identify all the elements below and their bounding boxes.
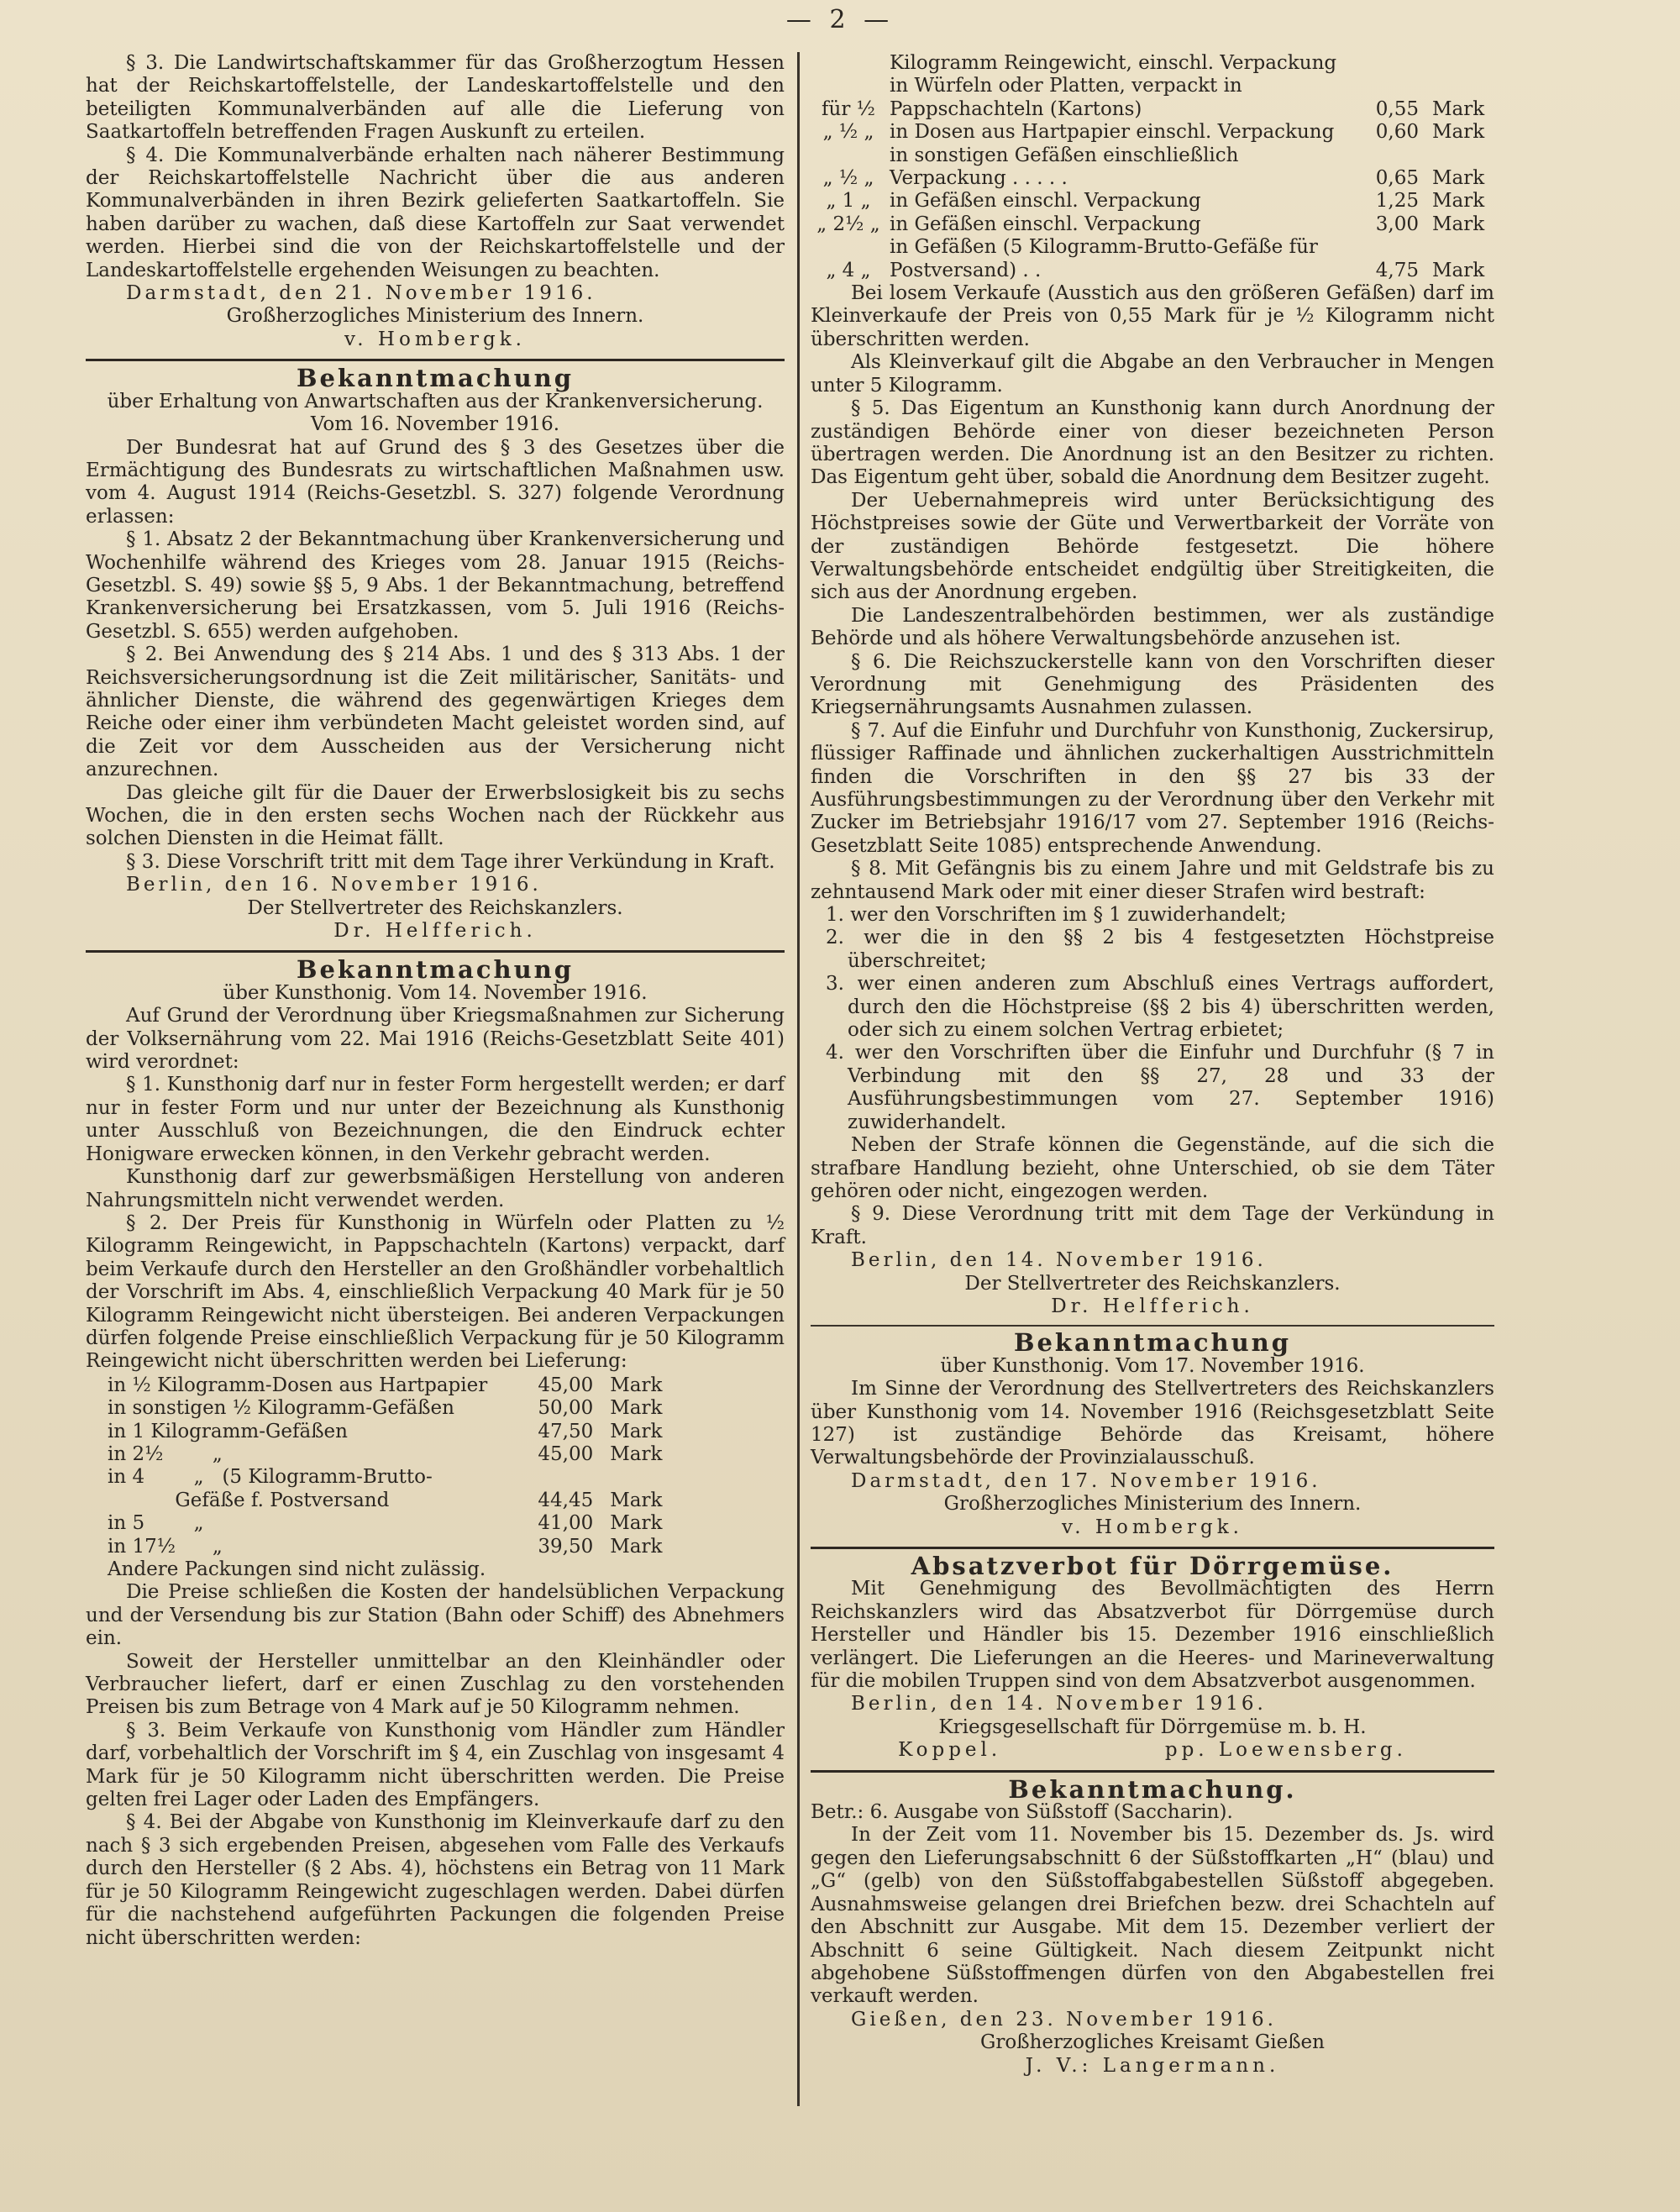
table-row [108,1512,707,1535]
price-value: 45,00 [538,1442,594,1465]
place-date: Berlin, den 14. November 1916. [851,1693,1267,1715]
office: Großherzogliches Kreisamt Gießen [980,2031,1325,2054]
signature-right: pp. Loewensberg. [1164,1739,1407,1762]
signature-left: Koppel. [898,1739,1002,1762]
price-unit: Mark [610,1420,663,1442]
row-unit: Mark [1432,121,1485,144]
price-unit: Mark [610,1535,663,1558]
row-desc: Kilogramm Reingewicht, einschl. Verpackung in Würfeln oder Platten, verpackt in Pappschachteln (Kartons) [890,52,1337,120]
place-date: Darmstadt, den 17. November 1916. [851,1469,1321,1492]
price-value [492,1466,598,1489]
price-unit: Mark [610,1397,663,1420]
price-label: Gefäße f. Postversand [108,1489,390,1511]
price-label: in sonstigen ½ Kilogramm-Gefäßen [108,1397,454,1420]
notice-title: Bekanntmachung. [1008,1774,1297,1804]
price-value: 45,00 [538,1374,594,1396]
row-qty: für ½ [822,97,875,120]
price-unit: Mark [610,1489,663,1511]
page-number: — 2 — [785,5,895,34]
retail-price-table [811,52,1494,282]
price-label: in 2½ „ [108,1442,223,1465]
row-desc: in Gefäßen einschl. Verpackung [890,213,1201,235]
row-desc: in Gefäßen (5 Kilogramm-Brutto-Gefäße für Postversand) . . [890,236,1318,281]
signature: Dr. Helfferich. [333,920,537,943]
notice-subtitle: über Kunsthonig. Vom 14. November 1916. [223,981,648,1004]
notice-subtitle: über Erhaltung von Anwartschaften aus der Krankenversicherung. [107,390,764,412]
paragraph-s6: § 6. Die Reichszuckerstelle kann von den Vorschriften dieser Verordnung mit Genehmigung des Präsidenten des Kriegsernährungsamts Ausnahmen zulassen. [811,650,1494,719]
column-divider [797,52,800,2106]
paragraph-direct: Soweit der Hersteller unmittelbar an den Kleinhändler oder Verbraucher liefert, darf er einen Zuschlag zu den vorstehenden Preisen bis zum Betrage von 4 Mark auf je 50 Kilogramm nehmen. [86,1650,785,1719]
place-date: Gießen, den 23. November 1916. [851,2008,1277,2031]
price-unit: Mark [610,1374,663,1396]
place-date: Berlin, den 16. November 1916. [126,874,542,896]
paragraph-s2: § 2. Der Preis für Kunsthonig in Würfeln oder Platten zu ½ Kilogramm Reingewicht, in Pappschachteln (Kartons) verpackt, darf beim Verkaufe durch den Hersteller an den Großhändler vorbehaltlich der Vorschrift im Abs. 4, einschließlich Verpackung 40 Mark für je 50 Kilogramm Reingewicht nicht übersteigen. Bei anderen Verpackungen dürfen folgende Preise einschließlich Verpackung für je 50 Kilogramm Reingewicht nicht überschritten werden bei Lieferung: [86,1211,785,1373]
table-row [811,144,1494,191]
notice-text: Im Sinne der Verordnung des Stellvertreters des Reichskanzlers über Kunsthonig vom 14. November 1916 (Reichsgesetzblatt Seite 127) ist zuständige Behörde das Kreisamt, höhere Verwaltungsbehörde der Provinzialausschuß. [811,1378,1494,1469]
section-divider [811,1325,1494,1327]
price-label: in ½ Kilogramm-Dosen aus Hartpapier [108,1374,488,1396]
paragraph-s3: § 3. Die Landwirtschaftskammer für das Großherzogtum Hessen hat der Reichskartoffelstelle, der Landeskartoffelstelle und den beteiligten Kommunalverbänden auf alle die Lieferung von Saatkartoffeln betreffenden Fragen Auskunft zu erteilen. [86,52,785,144]
table-row [811,236,1494,282]
place-date: Berlin, den 14. November 1916. [851,1249,1267,1272]
organization: Kriegsgesellschaft für Dörrgemüse m. b. H. [938,1715,1367,1738]
left-column [86,52,785,1950]
notice-subject: Betr.: 6. Ausgabe von Süßstoff (Saccharin). [811,1801,1233,1824]
notice-title: Bekanntmachung [296,364,575,393]
row-value: 4,75 [1375,259,1419,281]
table-row [108,1490,707,1512]
row-value: 0,55 [1375,97,1419,120]
list-item: 2. wer die in den §§ 2 bis 4 festgesetzten Höchstpreise überschreitet; [826,927,1494,972]
row-value: 0,60 [1375,121,1419,144]
paragraph-s8: § 8. Mit Gefängnis bis zu einem Jahre und mit Geldstrafe bis zu zehntausend Mark oder mit einer dieser Strafen wird bestraft: [811,858,1494,903]
table-row [811,213,1494,236]
price-table [108,1374,707,1558]
paragraph-costs: Die Preise schließen die Kosten der handelsüblichen Verpackung und der Versendung bis zur Station (Bahn oder Schiff) des Abnehmers ein. [86,1581,785,1650]
table-row [811,121,1494,144]
notice-intro: Auf Grund der Verordnung über Kriegsmaßnahmen zur Sicherung der Volksernährung vom 22. Mai 1916 (Reichs-Gesetzblatt Seite 401) wird verordnet: [86,1005,785,1074]
price-value: 50,00 [538,1397,594,1420]
notice-text: Mit Genehmigung des Bevollmächtigten des Herrn Reichskanzlers wird das Absatzverbot für Dörrgemüse durch Hersteller und Händler bis 15. Dezember 1916 einschließlich verlängert. Die Lieferungen an die Heeres- und Marineverwaltung für die mobilen Truppen sind von dem Absatzverbot ausgenommen. [811,1578,1494,1693]
ministry: Großherzogliches Ministerium des Innern. [226,305,644,328]
table-row [811,190,1494,213]
row-unit: Mark [1432,167,1485,190]
paragraph-s3: § 3. Beim Verkaufe von Kunsthonig vom Händler zum Händler darf, vorbehaltlich der Vorschrift im § 4, ein Zuschlag von insgesamt 4 Mark für je 50 Kilogramm nicht überschritten werden. Die Preise gelten frei Lager oder Laden des Empfängers. [86,1719,785,1811]
table-row [811,52,1494,121]
paragraph-s9: § 9. Diese Verordnung tritt mit dem Tage der Verkündung in Kraft. [811,1203,1494,1248]
signatures [811,1739,1494,1762]
price-unit: Mark [610,1512,663,1535]
row-qty: „ ½ „ [822,121,874,144]
list-item: 4. wer den Vorschriften über die Einfuhr und Durchfuhr (§ 7 in Verbindung mit den §§ 27, 28 und 33 der Ausführungsbestimmungen vom 27. September 1916) zuwiderhandelt. [826,1042,1494,1133]
paragraph-s1b: Kunsthonig darf zur gewerbsmäßigen Herstellung von anderen Nahrungsmitteln nicht verwendet werden. [86,1166,785,1211]
row-qty: „ 2½ „ [816,213,880,235]
section-divider [811,1770,1494,1773]
paragraph-lose: Bei losem Verkaufe (Ausstich aus den größeren Gefäßen) darf im Kleinverkaufe der Preis von 0,55 Mark für je ½ Kilogramm nicht überschritten werden. [811,282,1494,350]
right-column [811,52,1494,2078]
table-row [108,1536,707,1558]
price-value: 39,50 [538,1535,594,1558]
paragraph-s2: § 2. Bei Anwendung des § 214 Abs. 1 und des § 313 Abs. 1 der Reichsversicherungsordnung ist die Zeit militärischer, Sanitäts- und ähnlicher Dienste, die während des gegenwärtigen Krieges dem Reiche oder einer ihm verbündeten Macht geleistet worden sind, auf die Zeit vor dem Ausscheiden aus der Versicherung nicht anzurechnen. [86,644,785,781]
paragraph-klein: Als Kleinverkauf gilt die Abgabe an den Verbraucher in Mengen unter 5 Kilogramm. [811,351,1494,397]
row-desc: in sonstigen Gefäßen einschließlich Verpackung . . . . . [890,144,1239,190]
paragraph-s4: § 4. Bei der Abgabe von Kunsthonig im Kleinverkaufe darf zu den nach § 3 sich ergebenden Preisen, abgesehen vom Falle des Verkaufs durch den Hersteller (§ 2 Abs. 4), höchstens ein Betrag von 11 Mark für je 50 Kilogramm Reingewicht zugeschlagen werden. Dabei dürfen für die nachstehend aufgeführten Packungen die folgenden Preise nicht überschritten werden: [86,1811,785,1949]
section-divider [811,1547,1494,1549]
paragraph-s1: § 1. Absatz 2 der Bekanntmachung über Krankenversicherung und Wochenhilfe während des Krieges vom 28. Januar 1915 (Reichs-Gesetzbl. S. 49) sowie §§ 5, 9 Abs. 1 der Bekanntmachung, betreffend Krankenversicherung bei Ersatzkassen, vom 5. Juli 1916 (Reichs-Gesetzbl. S. 655) werden aufgehoben. [86,528,785,643]
section-divider [86,359,785,361]
list-item: 3. wer einen anderen zum Abschluß eines Vertrags auffordert, durch den die Höchstpreise (§§ 2 bis 4) überschritten werden, oder sich zu einem solchen Vertrag erbietet; [826,973,1494,1042]
row-unit: Mark [1432,190,1485,213]
paragraph-s8b: Neben der Strafe können die Gegenstände, auf die sich die strafbare Handlung bezieht, ohne Unterschied, ob sie dem Täter gehören oder nicht, eingezogen werden. [811,1134,1494,1202]
row-qty: „ 4 „ [826,259,871,281]
place-date: Darmstadt, den 21. November 1916. [126,282,596,305]
paragraph-s5b: Der Uebernahmepreis wird unter Berücksichtigung des Höchstpreises sowie der Güte und Verwertbarkeit der Vorräte von der zuständigen Behörde festgesetzt. Die höhere Verwaltungsbehörde entscheidet endgültig über Streitigkeiten, die sich aus der Anordnung ergeben. [811,489,1494,604]
paragraph-s7: § 7. Auf die Einfuhr und Durchfuhr von Kunsthonig, Zuckersirup, flüssiger Raffinade und ähnlichen zuckerhaltigen Ausstrichmitteln finden die Vorschriften in den §§ 27 bis 33 der Ausführungsbestimmungen zu der Verordnung über den Verkehr mit Zucker im Betriebsjahr 1916/17 vom 27. September 1916 (Reichs-Gesetzblatt Seite 1085) entsprechende Anwendung. [811,719,1494,857]
price-value: 44,45 [538,1489,594,1511]
price-unit: Mark [610,1442,663,1465]
row-value: 0,65 [1375,167,1419,190]
table-row [108,1397,707,1420]
row-qty: „ 1 „ [826,190,871,213]
office: Der Stellvertreter des Reichskanzlers. [964,1272,1341,1295]
row-value: 1,25 [1375,190,1419,213]
signature: v. Hombergk. [344,328,526,350]
office: Der Stellvertreter des Reichskanzlers. [247,896,623,919]
notice-title: Bekanntmachung [296,955,575,985]
price-label: in 17½ „ [108,1535,223,1558]
paragraph-s5: § 5. Das Eigentum an Kunsthonig kann durch Anordnung der zuständigen Behörde einer von dieser bezeichneten Person übertragen werden. Die Anordnung ist an den Besitzer zu richten. Das Eigentum geht über, sobald die Anordnung dem Besitzer zugeht. [811,397,1494,489]
paragraph-s4: § 4. Die Kommunalverbände erhalten nach näherer Bestimmung der Reichskartoffelstelle Nachricht über die aus anderen Kommunalverbänden in ihren Bezirk gelieferten Saatkartoffeln. Sie haben darüber zu wachen, daß diese Kartoffeln zur Saat verwendet werden. Hierbei sind die von der Reichskartoffelstelle und der Landeskartoffelstelle ergehenden Weisungen zu beachten. [86,144,785,281]
row-unit: Mark [1432,259,1485,281]
notice-title: Absatzverbot für Dörrgemüse. [911,1552,1394,1580]
table-row [108,1421,707,1443]
signature: v. Hombergk. [1062,1516,1243,1538]
table-row [108,1374,707,1397]
ministry: Großherzogliches Ministerium des Innern. [943,1493,1362,1516]
price-unit [598,1466,707,1489]
notice-intro: Der Bundesrat hat auf Grund des § 3 des Gesetzes über die Ermächtigung des Bundesrats zu wirtschaftlichen Maßnahmen usw. vom 4. August 1914 (Reichs-Gesetzbl. S. 327) folgende Verordnung erlassen: [86,436,785,528]
price-label: in 1 Kilogramm-Gefäßen [108,1420,348,1442]
table-row [108,1443,707,1466]
price-value: 41,00 [538,1512,594,1535]
paragraph-s2b: Das gleiche gilt für die Dauer der Erwerbslosigkeit bis zu sechs Wochen, die in den ersten sechs Wochen nach der Rückkehr aus solchen Diensten in die Heimat fällt. [86,781,785,850]
paragraph-s3: § 3. Diese Vorschrift tritt mit dem Tage ihrer Verkündung in Kraft. [126,850,775,873]
price-value: 47,50 [538,1420,594,1442]
list-item: 1. wer den Vorschriften im § 1 zuwiderhandelt; [826,904,1287,927]
row-desc: in Gefäßen einschl. Verpackung [890,190,1201,213]
paragraph-s5c: Die Landeszentralbehörden bestimmen, wer als zuständige Behörde und als höhere Verwaltungsbehörde anzusehen ist. [811,604,1494,650]
notice-title: Bekanntmachung [1013,1328,1292,1358]
price-label: in 4 „ (5 Kilogramm-Brutto- [108,1466,433,1489]
paragraph-s1: § 1. Kunsthonig darf nur in fester Form hergestellt werden; er darf nur in fester Form und nur unter der Bezeichnung als Kunsthonig unter Ausschluß von Bezeichnungen, die den Eindruck echter Honigware erwecken können, in den Verkehr gebracht werden. [86,1074,785,1165]
row-desc: in Dosen aus Hartpapier einschl. Verpackung [890,121,1335,144]
signature: J. V.: Langermann. [1025,2054,1280,2077]
row-qty: „ ½ „ [822,167,874,190]
signature: Dr. Helfferich. [1051,1295,1254,1317]
row-unit: Mark [1432,97,1485,120]
section-divider [86,950,785,953]
notice-date: Vom 16. November 1916. [310,413,560,436]
table-row [108,1466,707,1489]
price-label: in 5 „ [108,1512,204,1535]
row-unit: Mark [1432,213,1485,235]
row-value: 3,00 [1375,213,1419,235]
notice-subtitle: über Kunsthonig. Vom 17. November 1916. [940,1354,1365,1377]
notice-text: In der Zeit vom 11. November bis 15. Dezember ds. Js. wird gegen den Lieferungsabschnitt 6 der Süßstoffkarten „H“ (blau) und „G“ (gelb) von den Süßstoffabgabestellen Süßstoff abgegeben. Ausnahmsweise gelangen drei Briefchen bezw. drei Schachteln auf den Abschnitt zur Ausgabe. Mit dem 15. Dezember verliert der Abschnitt 6 seine Gültigkeit. Nach diesem Zeitpunkt nicht abgehobene Süßstoffmengen dürfen von den Abgabestellen frei verkauft werden. [811,1824,1494,2008]
prices-note: Andere Packungen sind nicht zulässig. [108,1558,486,1580]
